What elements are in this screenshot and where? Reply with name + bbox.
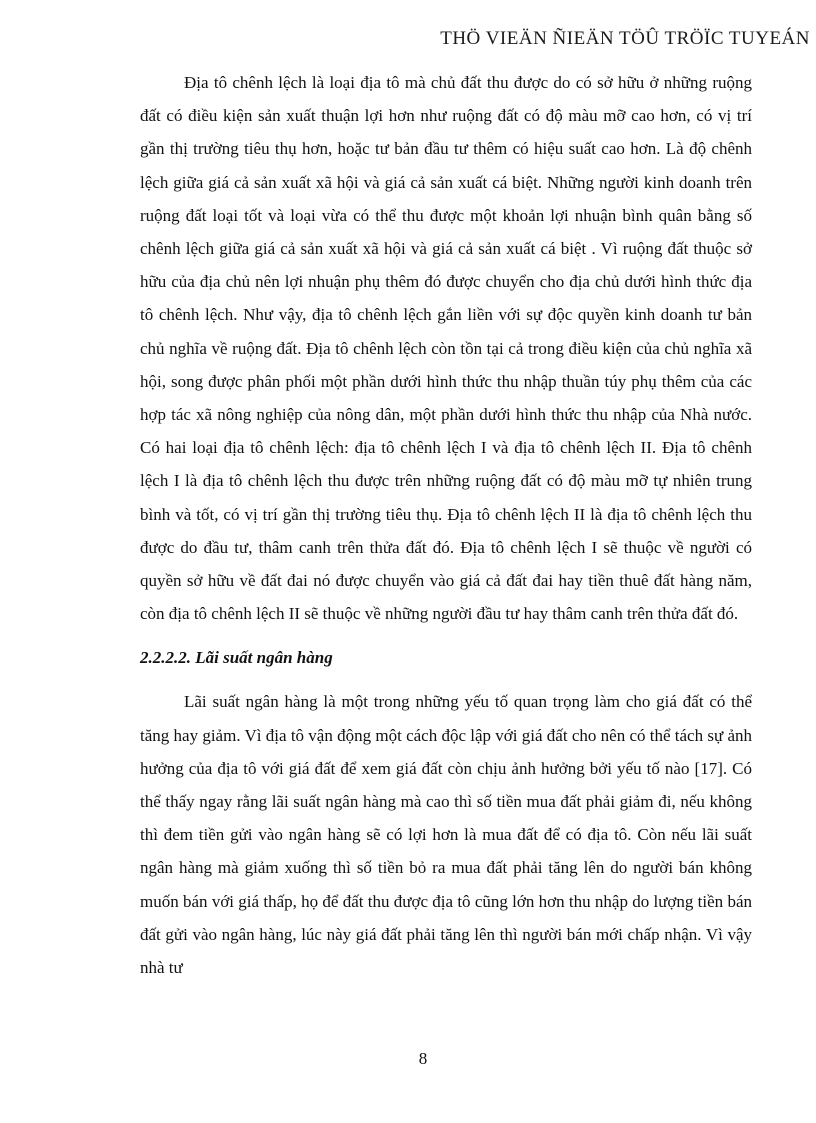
page-header: THÖ VIEÄN ÑIEÄN TÖÛ TRÖÏC TUYEÁN: [440, 28, 810, 49]
paragraph-differential-rent: Địa tô chênh lệch là loại địa tô mà chủ đất thu được do có sở hữu ở những ruộng đất có điều kiện sản xuất thuận lợi hơn như ruộng đất có độ màu mỡ cao hơn, có vị trí gần thị trường tiêu thụ hơn, hoặc tư bản đầu tư thêm có hiệu suất cao hơn. Là độ chênh lệch giữa giá cả sản xuất xã hội và giá cả sản xuất cá biệt. Những người kinh doanh trên ruộng đất loại tốt và loại vừa có thể thu được một khoản lợi nhuận bình quân bằng số chênh lệch giữa giá cả sản xuất xã hội và giá cả sản xuất cá biệt . Vì ruộng đất thuộc sở hữu của địa chủ nên lợi nhuận phụ thêm đó được chuyển cho địa chủ dưới hình thức địa tô chênh lệch. Như vậy, địa tô chênh lệch gắn liền với sự độc quyền kinh doanh tư bản chủ nghĩa về ruộng đất. Địa tô chênh lệch còn tồn tại cả trong điều kiện của chủ nghĩa xã hội, song được phân phối một phần dưới hình thức thu nhập thuần túy phụ thêm của các hợp tác xã nông nghiệp của nông dân, một phần dưới hình thức thu nhập của Nhà nước. Có hai loại địa tô chênh lệch: địa tô chênh lệch I và địa tô chênh lệch II. Địa tô chênh lệch I là địa tô chênh lệch thu được trên những ruộng đất có độ màu mỡ tự nhiên trung bình và tốt, có vị trí gần thị trường tiêu thụ. Địa tô chênh lệch II là địa tô chênh lệch thu được do đầu tư, thâm canh trên thửa đất đó. Địa tô chênh lệch I sẽ thuộc về người có quyền sở hữu về đất đai nó được chuyển vào giá cả đất đai hay tiền thuê đất hàng năm, còn địa tô chênh lệch II sẽ thuộc về những người đầu tư hay thâm canh trên thửa đất đó.: [140, 73, 752, 624]
page-number: 8: [418, 1049, 428, 1068]
document-body: [140, 66, 752, 984]
paragraph-bank-interest: Lãi suất ngân hàng là một trong những yếu tố quan trọng làm cho giá đất có thể tăng hay giảm. Vì địa tô vận động một cách độc lập với giá đất cho nên có thể tách sự ảnh hưởng của địa tô với giá đất để xem giá đất còn chịu ảnh hưởng bởi yếu tố nào [17]. Có thể thấy ngay rằng lãi suất ngân hàng mà cao thì số tiền mua đất phải giảm đi, nếu không thì đem tiền gửi vào ngân hàng sẽ có lợi hơn là mua đất để có địa tô. Còn nếu lãi suất ngân hàng mà giảm xuống thì số tiền bỏ ra mua đất phải tăng lên do người bán không muốn bán với giá thấp, họ để đất thu được địa tô cũng lớn hơn thu nhập do lượng tiền bán đất gửi vào ngân hàng, lúc này giá đất phải tăng lên thì người bán mới chấp nhận. Vì vậy nhà tư: [140, 692, 752, 978]
section-heading: 2.2.2.2. Lãi suất ngân hàng: [140, 648, 333, 668]
